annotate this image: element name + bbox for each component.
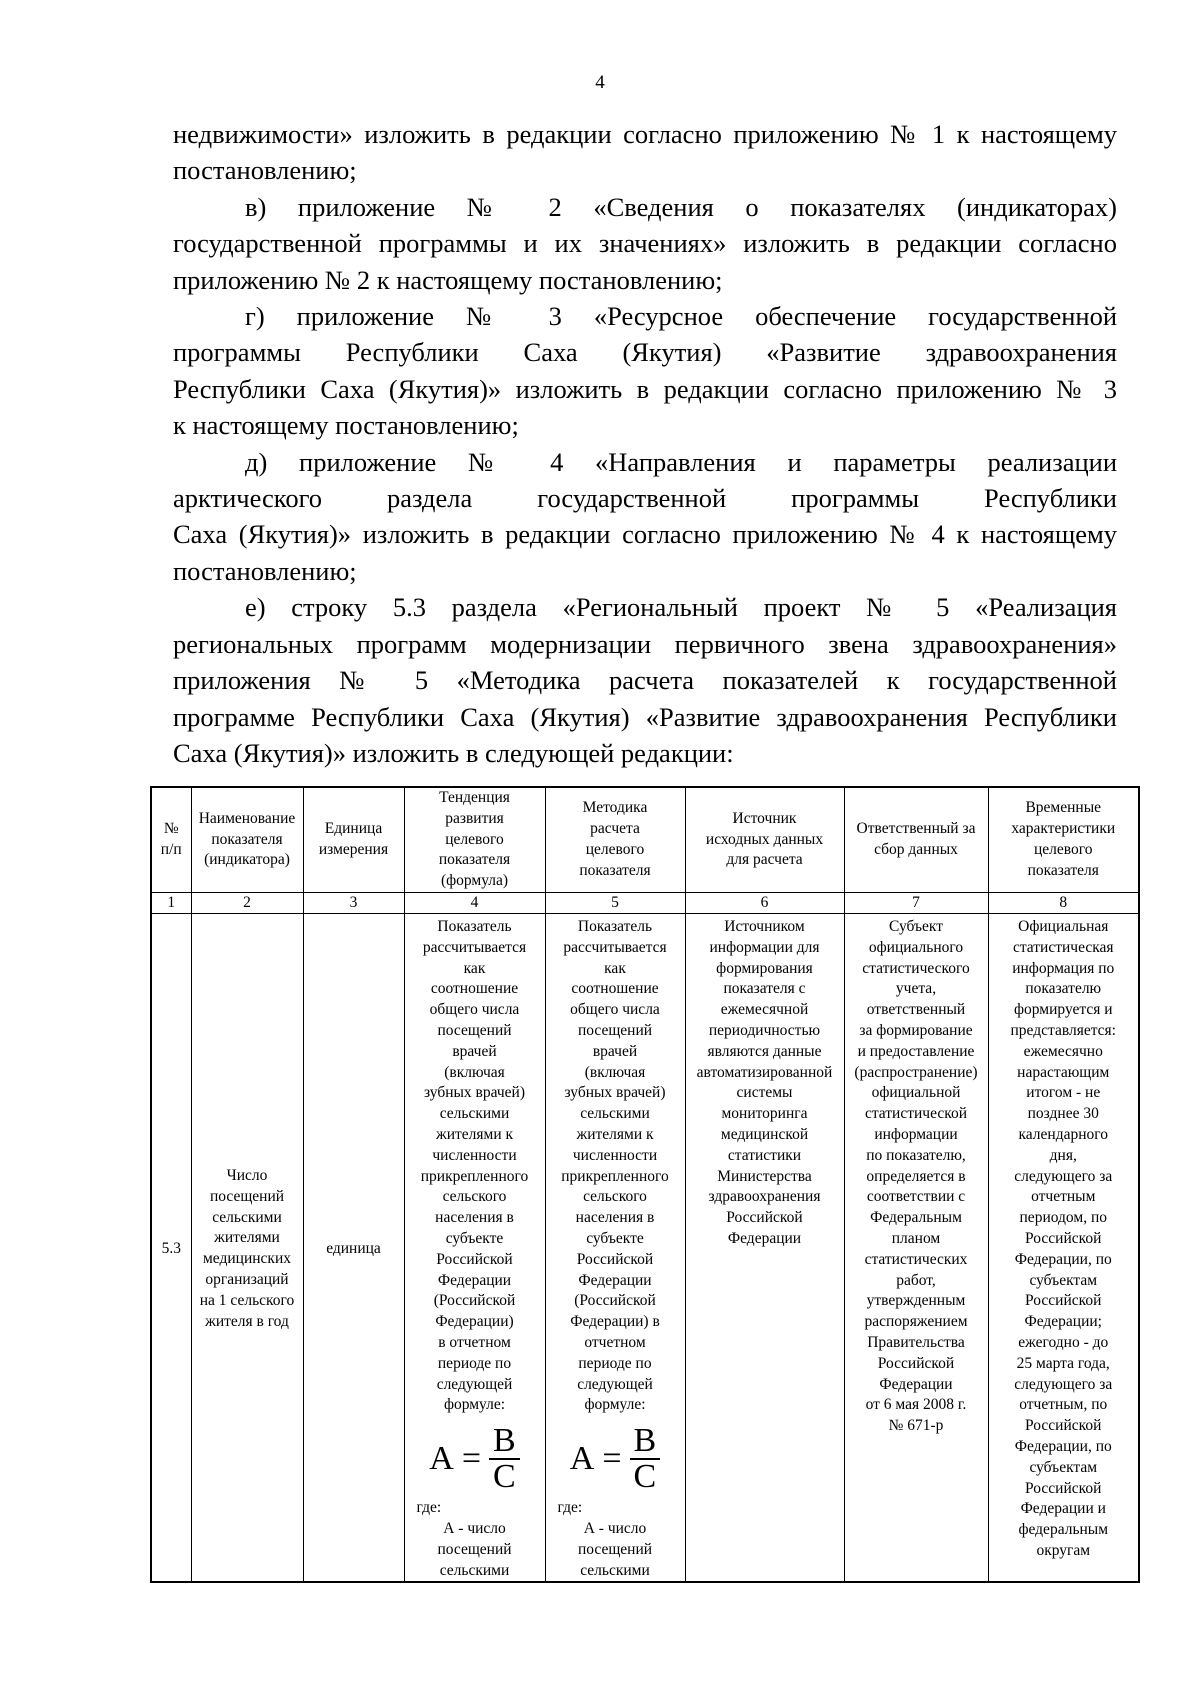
cell-line: жителями к <box>576 1125 654 1143</box>
cell-line: следующего за <box>1014 1375 1113 1393</box>
cell-line: Единица <box>324 820 383 838</box>
column-number: 5 <box>545 893 685 914</box>
cell-line: Ответственный за <box>856 820 976 838</box>
cell-line: формируется и <box>1013 1001 1113 1019</box>
cell-line: (формула) <box>440 872 509 890</box>
formula-equals: = <box>602 1439 622 1477</box>
cell-line: следующего за <box>1014 1167 1113 1185</box>
column-number: 2 <box>191 893 303 914</box>
cell-line: показателя <box>211 830 283 848</box>
formula-lhs: A <box>569 1439 595 1477</box>
cell-line: Правительства <box>867 1333 965 1351</box>
cell-line: Министерства <box>717 1167 812 1185</box>
cell-line: Российской <box>1025 1479 1102 1497</box>
cell-line: Российской <box>877 1354 955 1372</box>
cell-line: измерения <box>318 841 389 858</box>
text-line: программе Республики Саха (Якутия) «Развитие здравоохранения Республики <box>173 701 1117 732</box>
text-line: г) приложение № 3 «Ресурсное обеспечение государственной <box>245 301 1117 332</box>
cell-line: организаций <box>205 1270 289 1288</box>
cell-line: Источником <box>724 918 805 935</box>
cell-line: Федерации и <box>1020 1500 1106 1518</box>
cell-line: по показателю, <box>866 1146 966 1164</box>
cell-line: Федерации <box>727 1229 802 1247</box>
cell-line: итогом - не <box>1026 1084 1101 1102</box>
cell-line: мониторинга <box>721 1105 808 1123</box>
cell-line: информации для <box>709 938 820 956</box>
cell-line: в отчетном <box>438 1333 511 1351</box>
text-line: постановлению; <box>173 155 357 186</box>
paragraph-item-e <box>173 589 1117 771</box>
text-line: Саха (Якутия)» изложить в следующей редакции: <box>173 737 734 768</box>
text-line: приложения № 5 «Методика расчета показателей к государственной <box>173 665 1117 696</box>
cell-line: показателя <box>438 851 511 869</box>
text-line: в) приложение № 2 «Сведения о показателях (индикаторах) <box>245 191 1117 222</box>
cell-line: соотношение <box>571 980 659 998</box>
cell-line: и предоставление <box>857 1042 975 1060</box>
cell-line: ежемесячной <box>720 1001 809 1019</box>
cell-line: как <box>604 959 626 977</box>
cell-line: сельскими <box>580 1105 650 1123</box>
cell-line: показателя <box>1027 861 1099 879</box>
formula-numerator: B <box>633 1422 657 1460</box>
column-number: 4 <box>404 893 545 914</box>
cell-line: сельского <box>583 1188 647 1206</box>
cell-line: ежегодно - до <box>1018 1333 1109 1351</box>
cell-line: посещений <box>577 1540 653 1558</box>
cell-line: Источник <box>732 809 797 827</box>
cell-line: календарного <box>1018 1125 1108 1143</box>
cell-line: информации <box>874 1125 958 1143</box>
cell-line: Российской <box>726 1209 803 1227</box>
text-line: постановлению; <box>173 555 357 586</box>
cell-line: представляется: <box>1010 1021 1116 1039</box>
cell-line: субъекте <box>586 1229 644 1247</box>
column-number: 7 <box>844 893 988 914</box>
cell-line: посещений <box>577 1021 653 1039</box>
cell-line: автоматизированной <box>696 1063 833 1081</box>
cell-line: формуле: <box>584 1396 646 1414</box>
cell-line: работ, <box>896 1271 936 1289</box>
formula-lhs: A <box>429 1439 454 1477</box>
text-line: программы Республики Саха (Якутия) «Развитие здравоохранения <box>173 337 1117 368</box>
cell-line: А - число <box>443 1519 506 1537</box>
cell-line: Официальная <box>1018 918 1109 935</box>
cell-line: субъектам <box>1029 1458 1098 1476</box>
cell-line: от 6 мая 2008 г. <box>865 1396 967 1414</box>
header-cell <box>685 787 844 893</box>
cell-line: дня, <box>1049 1146 1077 1164</box>
cell-line: Федерации; <box>1024 1313 1102 1331</box>
indicator-name-cell <box>191 914 303 1583</box>
cell-line: Федерации) в <box>570 1313 660 1331</box>
cell-line: сельскими <box>439 1105 510 1123</box>
cell-line: Число <box>226 1166 268 1184</box>
cell-line: следующей <box>436 1375 513 1393</box>
formula <box>548 1424 683 1494</box>
cell-line: Федерации, по <box>1014 1437 1112 1455</box>
cell-line: учета, <box>895 980 937 998</box>
cell-line: врачей <box>452 1042 497 1060</box>
responsible-cell <box>844 914 988 1583</box>
formula <box>407 1424 543 1494</box>
cell-line: утвержденным <box>866 1292 966 1310</box>
cell-line: рассчитывается <box>422 938 527 956</box>
text-line: арктического раздела государственной программы Республики <box>173 483 1117 514</box>
column-number-row <box>151 893 1139 914</box>
cell-line: формуле: <box>443 1396 506 1414</box>
cell-line: позднее 30 <box>1027 1105 1099 1123</box>
cell-line: статистики <box>727 1146 802 1164</box>
text-line: е) строку 5.3 раздела «Региональный проект № 5 «Реализация <box>245 592 1117 623</box>
cell-line: официального <box>868 938 964 956</box>
cell-line: ответственный <box>866 1001 966 1019</box>
cell-line: определяется в <box>866 1167 966 1185</box>
where-label: где: <box>416 1499 442 1517</box>
cell-line: за формирование <box>859 1021 973 1039</box>
cell-line: сельскими <box>439 1561 510 1579</box>
cell-line: посещений <box>209 1187 285 1205</box>
timing-cell <box>988 914 1139 1583</box>
paragraph-item-d <box>173 444 1117 590</box>
cell-line: Российской <box>1025 1229 1102 1247</box>
formula-denominator: C <box>630 1458 661 1494</box>
cell-line: соответствии с <box>866 1188 966 1206</box>
cell-line: Федерации <box>437 1271 512 1289</box>
cell-line: показателя <box>579 861 651 879</box>
header-cell <box>151 787 191 893</box>
cell-line: расчета <box>590 820 640 838</box>
header-cell <box>303 787 404 893</box>
trend-formula-cell <box>404 914 545 1583</box>
cell-line: Российской <box>436 1250 513 1268</box>
cell-line: Субъект <box>889 918 943 935</box>
method-cell <box>545 914 685 1583</box>
cell-line: следующей <box>577 1375 653 1393</box>
column-number: 1 <box>151 893 191 914</box>
cell-line: Российской <box>1025 1292 1102 1310</box>
cell-line: ежемесячно <box>1023 1042 1103 1060</box>
cell-line: развития <box>445 809 504 827</box>
header-cell <box>404 787 545 893</box>
row-number-cell: 5.3 <box>151 914 191 1583</box>
table-row <box>151 914 1139 1583</box>
cell-line: населения в <box>435 1209 514 1227</box>
text-line: региональных программ модернизации первичного звена здравоохранения» <box>173 628 1117 659</box>
cell-line: для расчета <box>726 851 803 869</box>
formula-denominator: C <box>489 1458 520 1494</box>
column-number: 6 <box>685 893 844 914</box>
text-line: к настоящему постановлению; <box>173 410 519 441</box>
cell-line: прикрепленного <box>561 1167 669 1185</box>
formula-equals: = <box>461 1439 482 1477</box>
cell-line: на 1 сельского <box>199 1291 295 1309</box>
cell-line: целевого <box>445 830 504 848</box>
cell-line: общего числа <box>429 1001 520 1019</box>
source-cell <box>685 914 844 1583</box>
cell-line: (включая <box>584 1063 646 1081</box>
indicator-table <box>150 786 1140 1583</box>
body-text <box>173 116 1117 771</box>
cell-line: п/п <box>160 841 182 858</box>
cell-line: рассчитывается <box>563 938 667 956</box>
cell-line: (Российской <box>574 1292 656 1310</box>
where-label: где: <box>557 1499 583 1517</box>
cell-line: показателю <box>1025 980 1102 998</box>
cell-line: характеристики <box>1011 820 1116 838</box>
cell-line: субъекте <box>445 1229 504 1247</box>
method-definitions <box>548 1519 683 1581</box>
cell-line: (индикатора) <box>204 851 290 869</box>
cell-line: Федерации, по <box>1014 1250 1112 1268</box>
cell-line: отчетным <box>1031 1188 1096 1206</box>
cell-line: округам <box>1036 1541 1091 1559</box>
cell-line: здравоохранения <box>708 1188 821 1206</box>
cell-line: Показатель <box>577 918 653 935</box>
cell-line: сельскими <box>212 1208 282 1226</box>
cell-line: жителями к <box>435 1125 514 1143</box>
cell-line: целевого <box>585 841 645 858</box>
text-line: приложению № 2 к настоящему постановлению; <box>173 264 723 295</box>
cell-line: № 671-р <box>888 1417 944 1435</box>
cell-line: Наименование <box>198 809 296 827</box>
cell-line: нарастающим <box>1017 1063 1110 1081</box>
cell-line: численности <box>572 1146 658 1164</box>
trend-definitions <box>407 1519 543 1581</box>
trend-description <box>407 917 543 1416</box>
cell-line: населения в <box>575 1209 655 1227</box>
column-number: 3 <box>303 893 404 914</box>
cell-line: сбор данных <box>874 841 958 858</box>
cell-line: посещений <box>437 1021 512 1039</box>
text-line: д) приложение № 4 «Направления и параметры реализации <box>245 446 1117 477</box>
header-cell <box>988 787 1139 893</box>
cell-line: жителями <box>214 1229 280 1247</box>
cell-line: Федерации <box>879 1375 953 1393</box>
cell-line: № <box>163 820 179 838</box>
cell-line: федеральным <box>1018 1521 1109 1539</box>
cell-line: А - число <box>583 1519 647 1537</box>
cell-line: являются данные <box>707 1042 822 1060</box>
cell-line: периодичностью <box>708 1021 821 1039</box>
cell-line: сельскими <box>580 1561 650 1579</box>
cell-line: Временные <box>1025 799 1102 817</box>
cell-line: планом <box>891 1229 941 1247</box>
cell-line: соотношение <box>430 980 519 998</box>
cell-line: периоде по <box>437 1354 512 1372</box>
column-number: 8 <box>988 893 1139 914</box>
formula-fraction <box>489 1424 520 1494</box>
cell-line: периодом, по <box>1019 1209 1107 1227</box>
formula-fraction <box>630 1424 661 1494</box>
cell-line: общего числа <box>570 1001 660 1019</box>
cell-line: (включая <box>444 1063 505 1081</box>
cell-line: (Российской <box>433 1292 516 1310</box>
header-cell <box>844 787 988 893</box>
method-description <box>548 917 683 1416</box>
cell-line: системы <box>736 1084 793 1102</box>
paragraph-1 <box>173 116 1117 189</box>
cell-line: периоде по <box>578 1354 652 1372</box>
cell-line: официальной <box>871 1084 961 1102</box>
formula-numerator: B <box>493 1422 516 1460</box>
cell-line: численности <box>432 1146 517 1164</box>
cell-line: Российской <box>576 1250 654 1268</box>
cell-line: статистического <box>862 959 970 977</box>
cell-line: информация по <box>1012 959 1115 977</box>
cell-line: формирования <box>716 959 813 977</box>
cell-line: Методика <box>582 799 648 817</box>
cell-line: 25 марта года, <box>1016 1354 1110 1372</box>
cell-line: (распространение) <box>854 1063 978 1081</box>
header-cell <box>191 787 303 893</box>
cell-line: статистической <box>864 1105 968 1123</box>
text-line: государственной программы и их значениях» изложить в редакции согласно <box>173 228 1117 259</box>
cell-line: Тенденция <box>439 789 510 806</box>
cell-line: Федерации <box>578 1271 652 1289</box>
cell-line: Российской <box>1025 1417 1102 1435</box>
cell-line: Показатель <box>437 918 512 935</box>
unit-cell: единица <box>303 914 404 1583</box>
cell-line: медицинских <box>202 1250 291 1268</box>
cell-line: Федеральным <box>870 1209 962 1227</box>
cell-line: статистическая <box>1012 938 1114 956</box>
cell-line: посещений <box>437 1540 512 1558</box>
cell-line: врачей <box>592 1042 638 1060</box>
cell-line: отчетным, по <box>1019 1396 1108 1414</box>
header-cell <box>545 787 685 893</box>
text-line: Республики Саха (Якутия)» изложить в редакции согласно приложению № 3 <box>173 373 1117 404</box>
cell-line: зубных врачей) <box>423 1084 526 1102</box>
text-line: недвижимости» изложить в редакции согласно приложению № 1 к настоящему <box>173 119 1117 149</box>
cell-line: сельского <box>442 1188 507 1206</box>
cell-line: распоряжением <box>864 1313 968 1331</box>
paragraph-item-v <box>173 189 1117 298</box>
cell-line: Федерации) <box>435 1313 514 1331</box>
cell-line: целевого <box>1034 841 1093 858</box>
cell-line: прикрепленного <box>420 1167 529 1185</box>
cell-line: медицинской <box>720 1125 809 1143</box>
text-line: Саха (Якутия)» изложить в редакции согласно приложению № 4 к настоящему <box>173 519 1117 550</box>
cell-line: статистических <box>864 1250 968 1268</box>
table-header-row <box>151 787 1139 893</box>
page-number: 4 <box>595 72 605 93</box>
cell-line: показателя с <box>723 980 806 998</box>
paragraph-item-g <box>173 298 1117 444</box>
cell-line: как <box>463 959 486 977</box>
cell-line: исходных данных <box>705 830 824 848</box>
cell-line: зубных врачей) <box>564 1084 666 1102</box>
cell-line: субъектам <box>1029 1271 1098 1289</box>
cell-line: жителя в год <box>205 1312 289 1330</box>
cell-line: отчетном <box>584 1333 646 1351</box>
